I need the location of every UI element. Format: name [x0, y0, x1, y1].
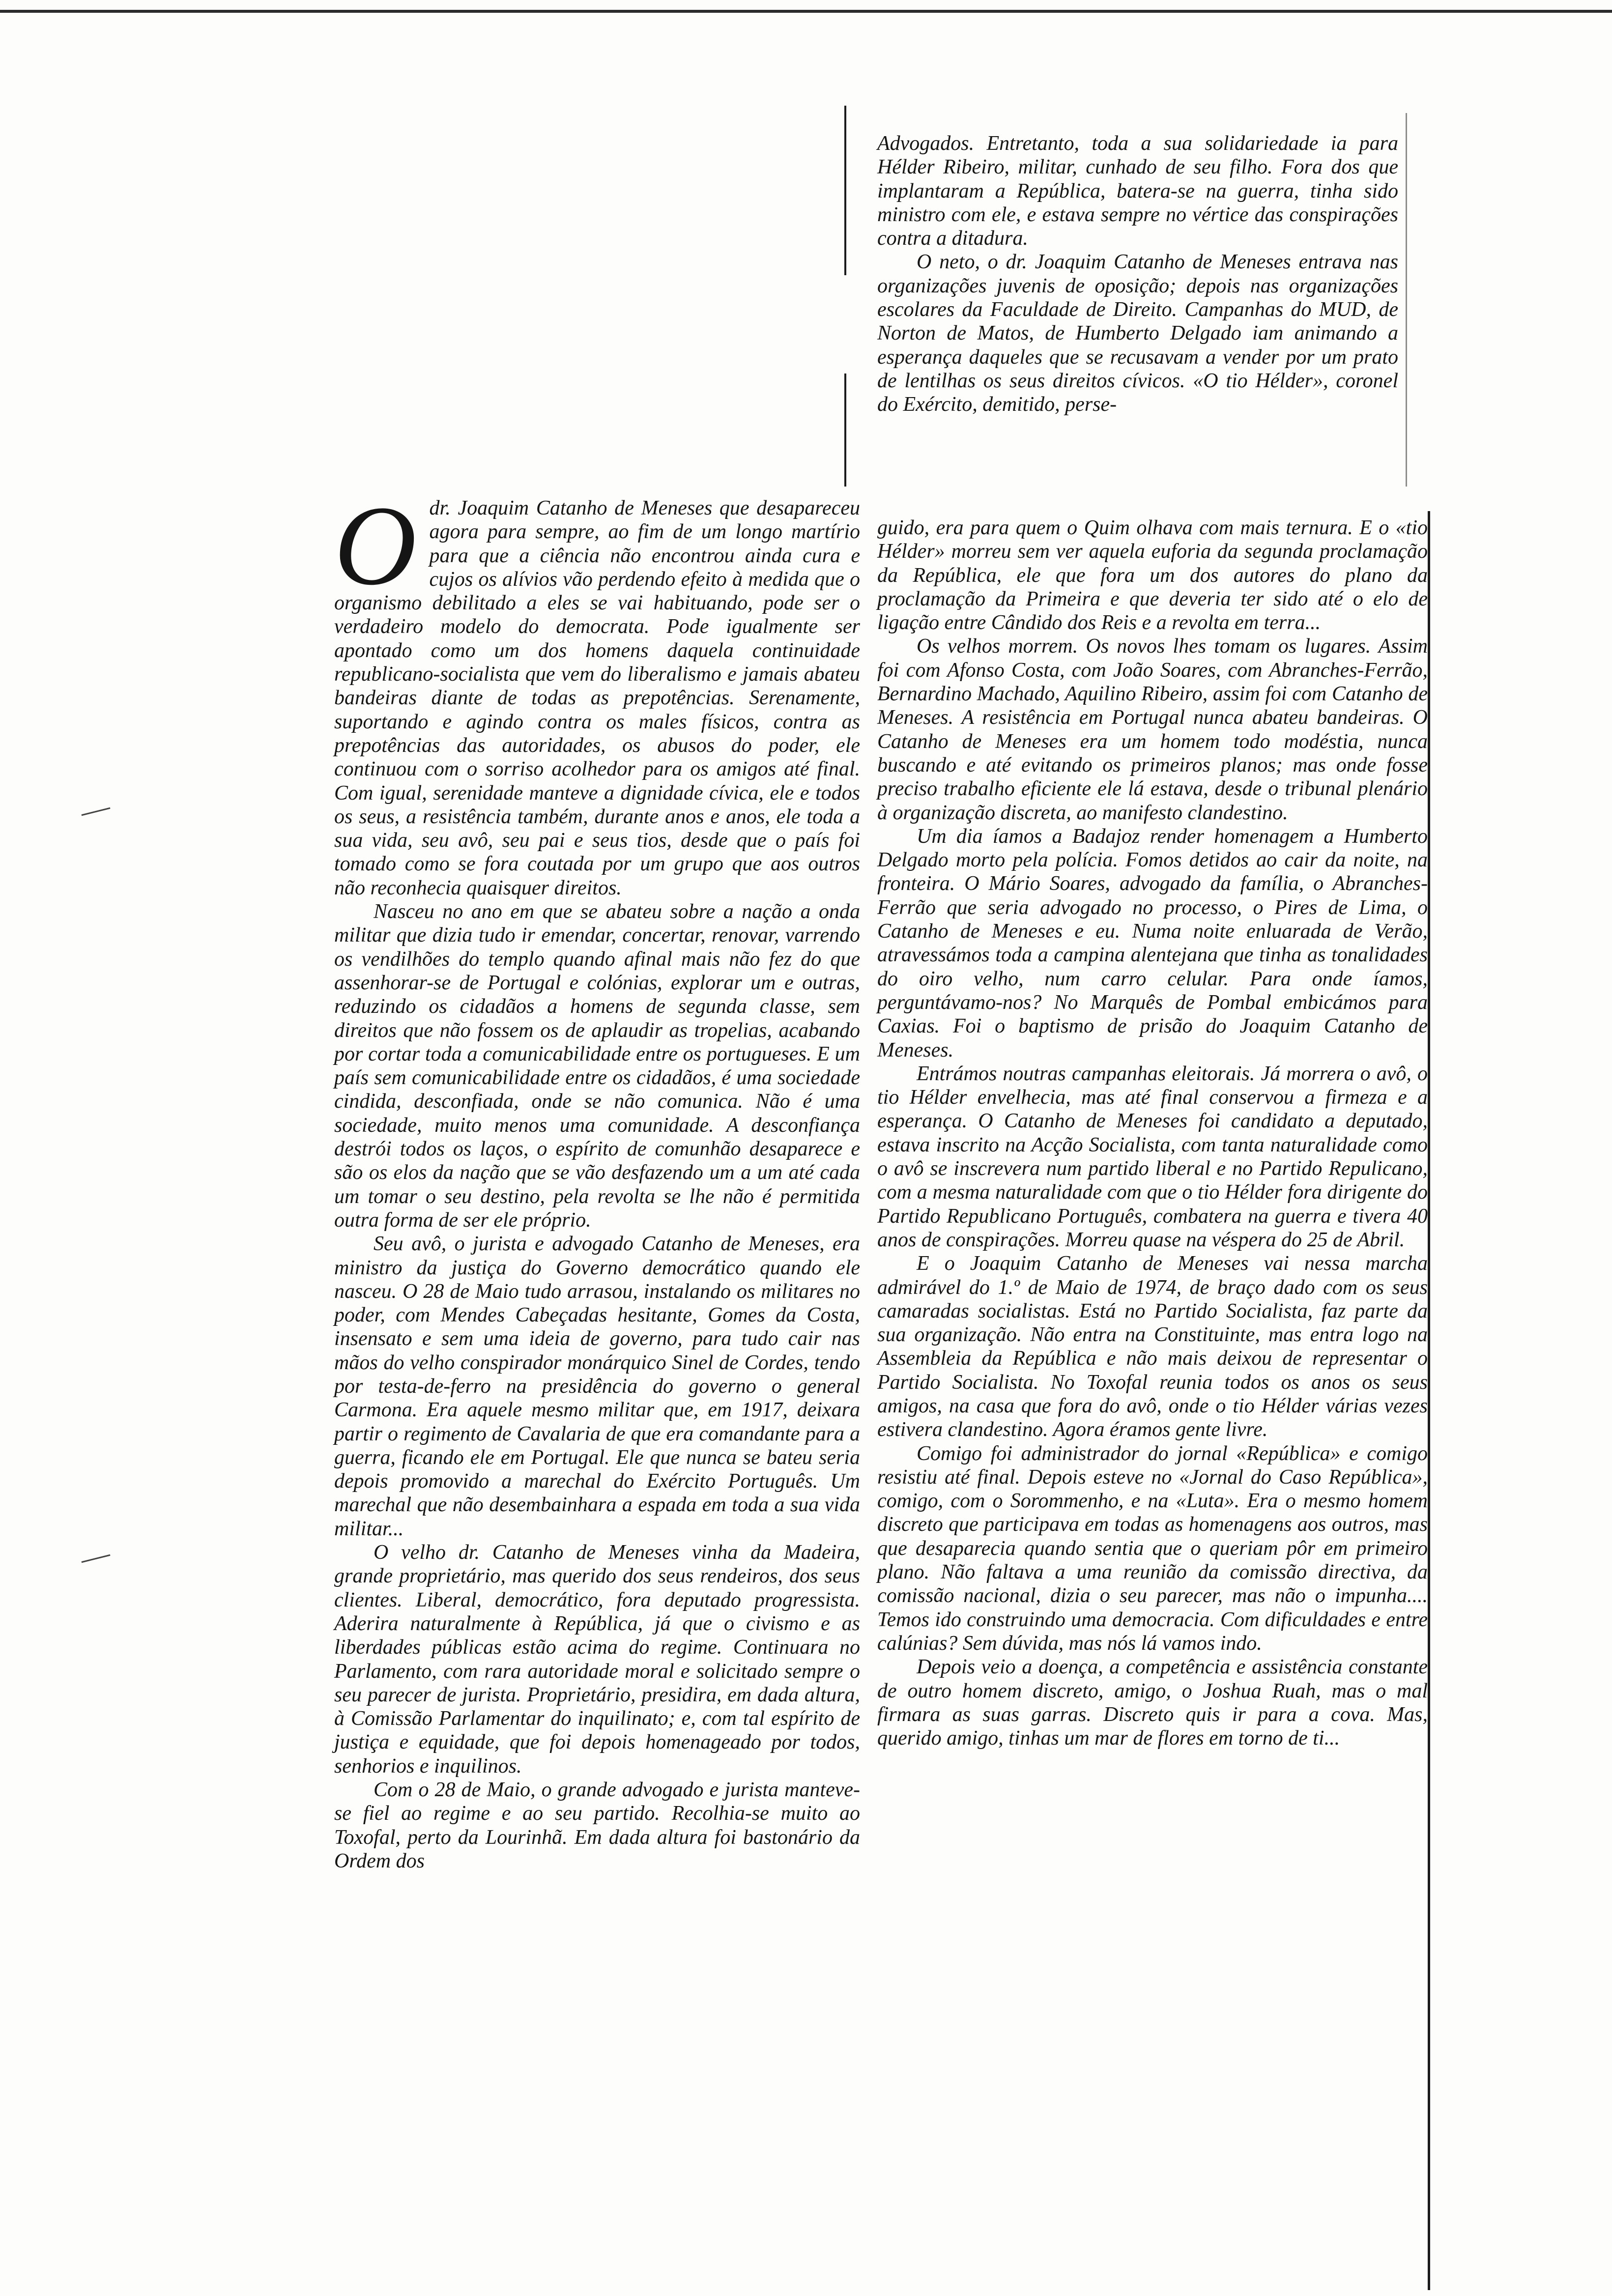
article-column-right-top: [877, 132, 1398, 417]
paragraph: O neto, o dr. Joaquim Catanho de Meneses entrava nas organizações juvenis de oposição; depois nas organizações escolares da Faculdade de Direito. Campanhas do MUD, de Norton de Matos, de Humberto Delgado iam animando a esperança daqueles que se recusavam a vender por um prato de lentilhas os seus direitos cívicos. «O tio Hélder», coronel do Exército, demitido, perse-: [877, 251, 1398, 416]
opening-text: dr. Joaquim Catanho de Meneses que desapareceu agora para sempre, ao fim de um longo martírio para que a ciência não encontrou ainda cura e cujos os alívios vão perdendo efeito à medida que o organismo debilitado a eles se vai habituando, pode ser o verdadeiro modelo do democrata. Pode igualmente ser apontado como um dos homens daquela continuidade republicano-socialista que vem do liberalismo e jamais abateu bandeiras diante de todas as prepotências. Serenamente, suportando e agindo contra os males físicos, contra as prepotências das autoridades, os abusos do poder, ele continuou com o sorriso acolhedor para os amigos até final. Com igual, serenidade manteve a dignidade cívica, ele e todos os seus, a resistência também, durante anos e anos, ele toda a sua vida, seu avô, seu pai e seus tios, desde que o país foi tomado como se fora coutada por um grupo que aos outros não reconhecia quaisquer direitos.: [334, 497, 860, 899]
opening-paragraph: [334, 483, 860, 900]
paragraph: Advogados. Entretanto, toda a sua solidariedade ia para Hélder Ribeiro, militar, cunhado de seu filho. Fora dos que implantaram a República, batera-se na guerra, tinha sido ministro com ele, e estava sempre no vértice das conspirações contra a ditadura.: [877, 132, 1398, 250]
drop-cap: O: [334, 483, 417, 609]
article-column-left: [334, 483, 860, 1873]
paragraph: guido, era para quem o Quim olhava com mais ternura. E o «tio Hélder» morreu sem ver aquela euforia da segunda proclamação da República, ele que fora um dos autores do plano da proclamação da Primeira e que deveria ter sido até o elo de ligação entre Cândido dos Reis e a revolta em terra...: [877, 517, 1428, 634]
paragraph: Um dia íamos a Badajoz render homenagem a Humberto Delgado morto pela polícia. Fomos detidos ao cair da noite, na fronteira. O Mário Soares, advogado da família, o Abranches-Ferrão que seria advogado no processo, o Pires de Lima, o Catanho de Meneses e eu. Numa noite enluarada de Verão, atravessámos toda a campina alentejana que tinha as tonalidades do oiro velho, num carro celular. Para onde íamos, perguntávamo-nos? No Marquês de Pombal embicámos para Caxias. Foi o baptismo de prisão do Joaquim Catanho de Meneses.: [877, 825, 1428, 1062]
column-rule-top-left-1: [844, 106, 846, 275]
paragraph: Seu avô, o jurista e advogado Catanho de Meneses, era ministro da justiça do Governo democrático quando ele nasceu. O 28 de Maio tudo arrasou, instalando os militares no poder, com Mendes Cabeçadas hesitante, Gomes da Costa, insensato e sem uma ideia de governo, para tudo cair nas mãos do velho conspirador monárquico Sinel de Cordes, tendo por testa-de-ferro na presidência do governo o general Carmona. Era aquele mesmo militar que, em 1917, deixara partir o regimento de Cavalaria de que era comandante para a guerra, ficando ele em Portugal. Ele que nunca se bateu seria depois promovido a marechal do Exército Português. Um marechal que não desembainhara a espada em toda a sua vida militar...: [334, 1233, 860, 1540]
margin-mark-2: [82, 1554, 111, 1563]
column-rule-right-edge: [1428, 511, 1430, 2290]
paragraph: Comigo foi administrador do jornal «República» e comigo resistiu até final. Depois esteve no «Jornal do Caso República», comigo, com o Sorommenho, e na «Luta». Era o mesmo homem discreto que participava em todas as homenagens aos outros, mas que desaparecia quando sentia que o queriam pôr em primeiro plano. Não faltava a uma reunião da comissão directiva, da comissão nacional, dizia o seu parecer, mas não o impunha.... Temos ido construindo uma democracia. Com dificuldades e entre calúnias? Sem dúvida, mas nós lá vamos indo.: [877, 1442, 1428, 1655]
column-rule-right-top: [1406, 113, 1407, 487]
paragraph: Nasceu no ano em que se abateu sobre a nação a onda militar que dizia tudo ir emendar, concertar, renovar, varrendo os vendilhões do templo quando afinal mais não fez do que assenhorar-se de Portugal e colónias, explorar um e outras, reduzindo os cidadãos a homens de segunda classe, sem direitos que não fossem os de aplaudir as tropelias, acabando por cortar toda a comunicabilidade entre os portugueses. E um país sem comunicabilidade entre os cidadãos, é uma sociedade cindida, desconfiada, onde se não comunica. Não é uma sociedade, muito menos uma comunidade. A desconfiança destrói todos os laços, o espírito de comunhão desaparece e são os elos da nação que se vão desfazendo um a um até cada um tomar o seu destino, pela revolta se lhe não é permitida outra forma de ser ele próprio.: [334, 900, 860, 1232]
margin-mark-1: [82, 807, 111, 816]
paragraph: O velho dr. Catanho de Meneses vinha da Madeira, grande proprietário, mas querido dos seus rendeiros, dos seus clientes. Liberal, democrático, fora deputado progressista. Aderira naturalmente à República, já que o civismo e as liberdades públicas estão acima do regime. Continuara no Parlamento, com rara autoridade moral e solicitado sempre o seu parecer de jurista. Proprietário, presidira, em dada altura, à Comissão Parlamentar do inquilinato; e, com tal espírito de justiça e equidade, que foi depois homenageado por todos, senhorios e inquilinos.: [334, 1541, 860, 1778]
top-border-line: [0, 10, 1612, 13]
paragraph: Entrámos noutras campanhas eleitorais. Já morrera o avô, o tio Hélder envelhecia, mas até final conservou a firmeza e a esperança. O Catanho de Meneses foi candidato a deputado, estava inscrito na Acção Socialista, com tanta naturalidade como o avô se inscrevera num partido liberal e no Partido Repulicano, com a mesma naturalidade com que o tio Hélder fora dirigente do Partido Republicano Português, combatera na guerra e tivera 40 anos de conspirações. Morreu quase na véspera do 25 de Abril.: [877, 1062, 1428, 1251]
article-column-right-main: [877, 516, 1428, 1750]
paragraph: E o Joaquim Catanho de Meneses vai nessa marcha admirável do 1.º de Maio de 1974, de braço dado com os seus camaradas socialistas. Está no Partido Socialista, faz parte da sua organização. Não entra na Constituinte, mas entra logo na Assembleia da República e não mais deixou de representar o Partido Socialista. No Toxofal reunia todos os anos os seus amigos, na casa que fora do avô, onde o tio Hélder várias vezes estivera clandestino. Agora éramos gente livre.: [877, 1252, 1428, 1441]
paragraph: Os velhos morrem. Os novos lhes tomam os lugares. Assim foi com Afonso Costa, com João Soares, com Abranches-Ferrão, Bernardino Machado, Aquilino Ribeiro, assim foi com Catanho de Meneses. A resistência em Portugal nunca abateu bandeiras. O Catanho de Meneses era um homem todo modéstia, nunca buscando e até evitando os primeiros planos; mas onde fosse preciso trabalho eficiente ele lá estava, desde o tribunal plenário à organização discreta, ao manifesto clandestino.: [877, 635, 1428, 824]
paragraph: Com o 28 de Maio, o grande advogado e jurista manteve-se fiel ao regime e ao seu partido. Recolhia-se muito ao Toxofal, perto da Lourinhã. Em dada altura foi bastonário da Ordem dos: [334, 1779, 860, 1872]
paragraph: Depois veio a doença, a competência e assistência constante de outro homem discreto, amigo, o Joshua Ruah, mas o mal firmara as suas garras. Discreto quis ir para a cova. Mas, querido amigo, tinhas um mar de flores em torno de ti...: [877, 1656, 1428, 1750]
column-rule-top-left-2: [844, 373, 846, 487]
